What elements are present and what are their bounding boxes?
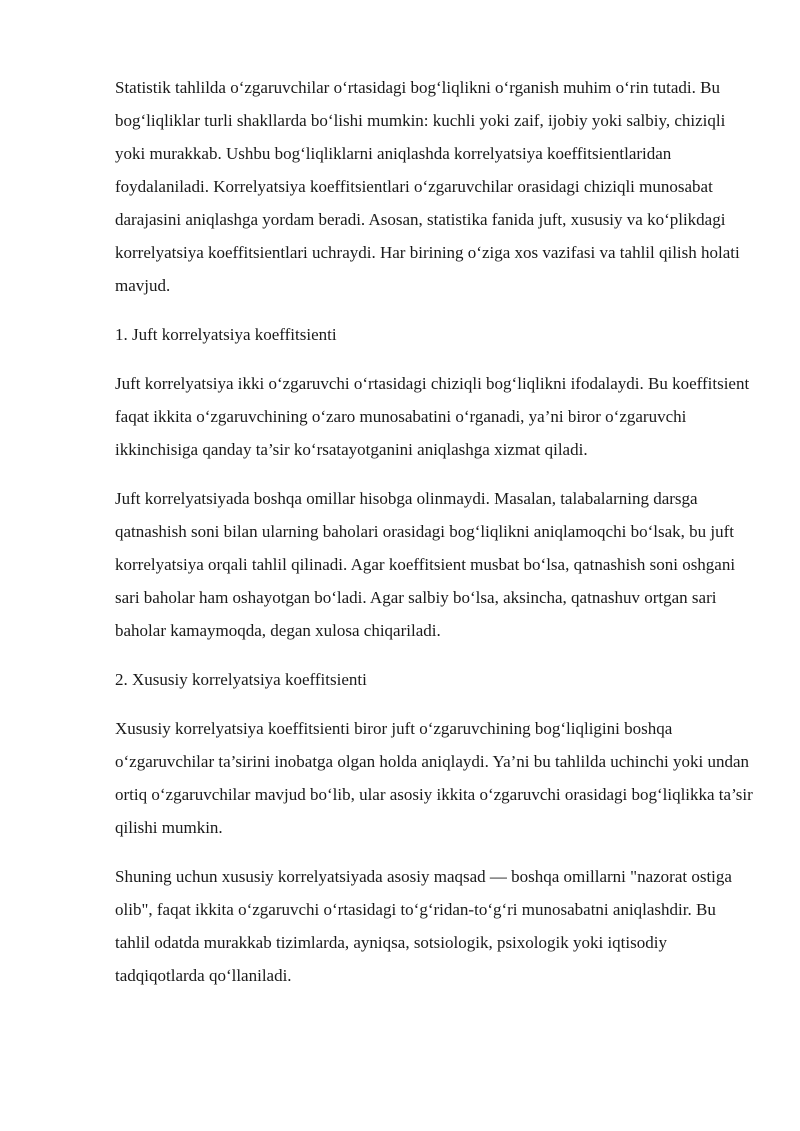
section-heading-xususiy: 2. Xususiy korrelyatsiya koeffitsienti xyxy=(115,670,367,689)
juft-paragraph-1: Juft korrelyatsiya ikki o‘zgaruvchi o‘rtasidagi chiziqli bog‘liqlikni ifodalaydi. Bu koeffitsient faqat ikkita o‘zgaruvchining o‘zaro munosabatini o‘rganadi, ya’ni biror o‘zgaruvchi ikkinchisiga qanday ta’sir ko‘rsatayotganini aniqlashga xizmat qiladi. xyxy=(115,374,750,459)
xususiy-paragraph-2: Shuning uchun xususiy korrelyatsiyada asosiy maqsad — boshqa omillarni "nazorat ostiga olib", faqat ikkita o‘zgaruvchi o‘rtasidagi to‘g‘ridan-to‘g‘ri munosabatni aniqlashdir. Bu tahlil odatda murakkab tizimlarda, ayniqsa, sotsiologik, psixologik yoki iqtisodiy tadqiqotlarda qo‘llaniladi. xyxy=(115,867,732,985)
document-page xyxy=(115,71,755,1008)
section-heading-juft: 1. Juft korrelyatsiya koeffitsienti xyxy=(115,325,337,344)
xususiy-paragraph-1: Xususiy korrelyatsiya koeffitsienti biror juft o‘zgaruvchining bog‘liqligini boshqa o‘zgaruvchilar ta’sirini inobatga olgan holda aniqlaydi. Ya’ni bu tahlilda uchinchi yoki undan ortiq o‘zgaruvchilar mavjud bo‘lib, ular asosiy ikkita o‘zgaruvchi orasidagi bog‘liqlikka ta’sir qilishi mumkin. xyxy=(115,719,753,837)
intro-paragraph: Statistik tahlilda o‘zgaruvchilar o‘rtasidagi bog‘liqlikni o‘rganish muhim o‘rin tutadi. Bu bog‘liqliklar turli shakllarda bo‘lishi mumkin: kuchli yoki zaif, ijobiy yoki salbiy, chiziqli yoki murakkab. Ushbu bog‘liqliklarni aniqlashda korrelyatsiya koeffitsientlaridan foydalaniladi. Korrelyatsiya koeffitsientlari o‘zgaruvchilar orasidagi chiziqli munosabat darajasini aniqlashga yordam beradi. Asosan, statistika fanida juft, xususiy va ko‘plikdagi korrelyatsiya koeffitsientlari uchraydi. Har birining o‘ziga xos vazifasi va tahlil qilish holati mavjud. xyxy=(115,78,740,295)
juft-paragraph-2: Juft korrelyatsiyada boshqa omillar hisobga olinmaydi. Masalan, talabalarning darsga qatnashish soni bilan ularning baholari orasidagi bog‘liqlikni aniqlamoqchi bo‘lsak, bu juft korrelyatsiya orqali tahlil qilinadi. Agar koeffitsient musbat bo‘lsa, qatnashish soni oshgani sari baholar ham oshayotgan bo‘ladi. Agar salbiy bo‘lsa, aksincha, qatnashuv ortgan sari baholar kamaymoqda, degan xulosa chiqariladi. xyxy=(115,489,736,640)
